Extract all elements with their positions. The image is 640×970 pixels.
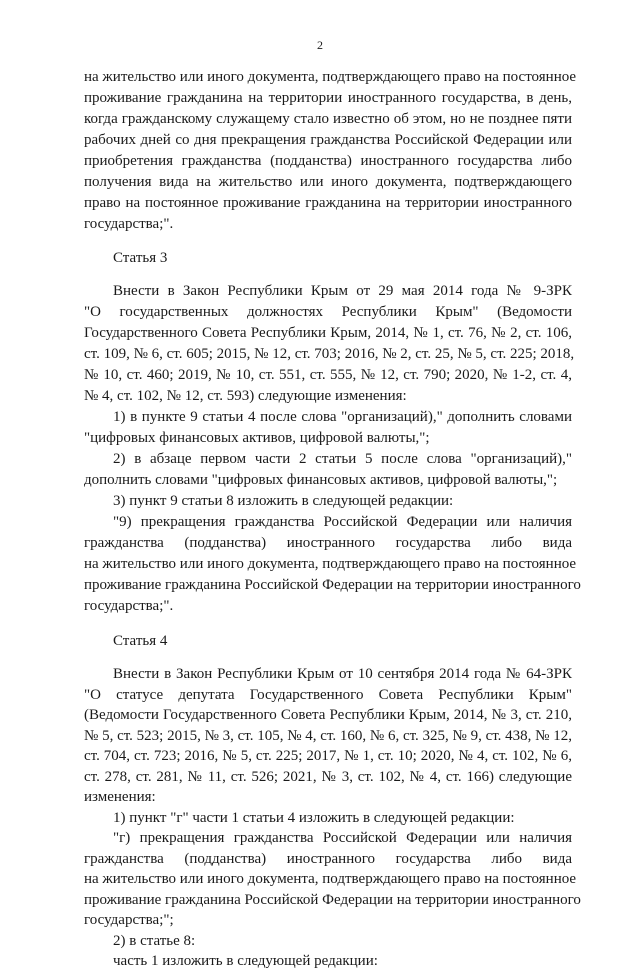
paragraph-line: № 10, ст. 460; 2019, № 10, ст. 551, ст. 555, № 12, ст. 790; 2020, № 1-2, ст. 4, [84,367,572,383]
paragraph-line: право на постоянное проживание гражданина на территории иностранного [84,195,572,211]
paragraph-line: приобретения гражданства (подданства) иностранного государства либо [84,153,572,169]
paragraph-line: рабочих дней со дня прекращения гражданства Российской Федерации или [84,132,572,148]
list-item-line: 3) пункт 9 статьи 8 изложить в следующей редакции: [113,493,454,509]
paragraph-line: ст. 109, № 6, ст. 605; 2015, № 12, ст. 703; 2016, № 2, ст. 25, № 5, ст. 225; 2018, [84,346,575,362]
list-item-line: 2) в абзаце первом части 2 статьи 5 после слова "организаций)," [113,451,572,467]
paragraph-line: изменения: [84,789,156,805]
paragraph-line: "О статусе депутата Государственного Совета Республики Крым" [84,686,572,703]
paragraph-line: № 5, ст. 523; 2015, № 3, ст. 105, № 4, ст. 160, № 6, ст. 325, № 9, ст. 438, № 12, [84,727,572,744]
page-number: 2 [317,38,323,52]
quote-line: государства;". [84,598,174,614]
list-item-line: 1) в пункте 9 статьи 4 после слова "организаций)," дополнить словами [113,409,572,425]
quote-line: на жительство или иного документа, подтверждающего право на постоянное [84,871,577,887]
list-item-line: 2) в статье 8: [113,933,196,949]
paragraph-line: № 4, ст. 102, № 12, ст. 593) следующие изменения: [84,388,407,404]
paragraph-line: Государственного Совета Республики Крым, 2014, № 1, ст. 76, № 2, ст. 106, [84,325,572,341]
paragraph-line: получения вида на жительство или иного документа, подтверждающего [84,174,572,190]
quote-line: проживание гражданина Российской Федерации на территории иностранного [84,577,581,593]
paragraph-line: ст. 704, ст. 723; 2016, № 5, ст. 225; 2017, № 1, ст. 10; 2020, № 4, ст. 102, № 6, [84,748,572,764]
quote-line: "9) прекращения гражданства Российской Федерации или наличия [113,514,572,530]
list-item-line: часть 1 изложить в следующей редакции: [113,953,378,969]
list-item-line: дополнить словами "цифровых финансовых активов, цифровой валюты,"; [84,472,558,488]
article-heading: Статья 4 [113,633,168,649]
paragraph-line: государства;". [84,216,174,232]
quote-line: "г) прекращения гражданства Российской Федерации или наличия [113,830,572,846]
paragraph-line: Внести в Закон Республики Крым от 10 сентября 2014 года № 64-ЗРК [113,666,572,682]
list-item-line: 1) пункт "г" части 1 статьи 4 изложить в следующей редакции: [113,810,515,826]
quote-line: на жительство или иного документа, подтверждающего право на постоянное [84,556,577,572]
paragraph-line: когда гражданскому служащему стало известно об этом, но не позднее пяти [84,111,572,127]
quote-line: гражданства (подданства) иностранного государства либо вида [84,535,572,551]
paragraph-line: ст. 278, ст. 281, № 11, ст. 526; 2021, № 3, ст. 102, № 4, ст. 166) следующие [84,768,572,785]
paragraph-line: Внести в Закон Республики Крым от 29 мая 2014 года № 9-ЗРК [113,283,572,299]
paragraph-line: (Ведомости Государственного Совета Республики Крым, 2014, № 3, ст. 210, [84,707,572,723]
paragraph-line: проживание гражданина на территории иностранного государства, в день, [84,90,572,106]
quote-line: государства;"; [84,912,174,928]
quote-line: гражданства (подданства) иностранного государства либо вида [84,851,572,867]
paragraph-line: на жительство или иного документа, подтверждающего право на постоянное [84,69,577,85]
article-heading: Статья 3 [113,250,168,266]
quote-line: проживание гражданина Российской Федерации на территории иностранного [84,892,581,908]
list-item-line: "цифровых финансовых активов, цифровой валюты,"; [84,430,430,446]
paragraph-line: "О государственных должностях Республики Крым" (Ведомости [84,304,572,320]
